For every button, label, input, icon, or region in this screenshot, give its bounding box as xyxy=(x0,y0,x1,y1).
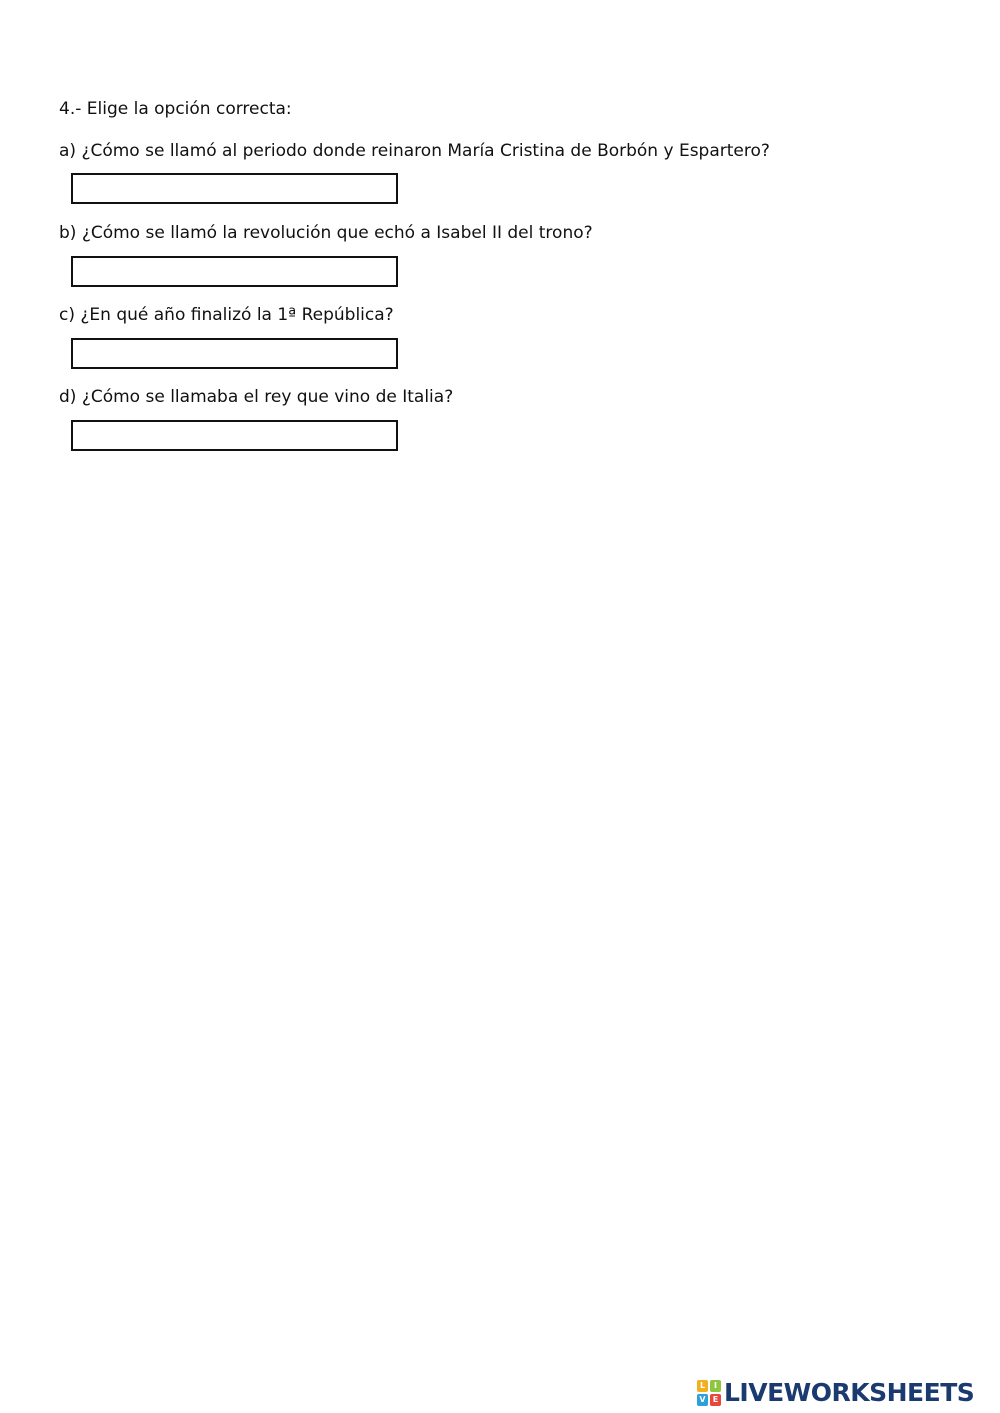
answer-field-c[interactable] xyxy=(71,338,398,369)
logo-tile-l: L xyxy=(697,1380,708,1392)
answer-field-a[interactable] xyxy=(71,173,398,204)
question-d: d) ¿Cómo se llamaba el rey que vino de Italia? xyxy=(59,387,454,407)
exercise-heading: 4.- Elige la opción correcta: xyxy=(59,99,292,119)
liveworksheets-logo-icon xyxy=(697,1380,721,1406)
answer-field-d[interactable] xyxy=(71,420,398,451)
question-c: c) ¿En qué año finalizó la 1ª República? xyxy=(59,305,394,325)
logo-tile-i: I xyxy=(710,1380,721,1392)
answer-field-b[interactable] xyxy=(71,256,398,287)
logo-tile-e: E xyxy=(710,1394,721,1406)
brand-name: LIVEWORKSHEETS xyxy=(724,1378,975,1407)
logo-tile-v: V xyxy=(697,1394,708,1406)
question-a: a) ¿Cómo se llamó al periodo donde reinaron María Cristina de Borbón y Espartero? xyxy=(59,141,770,161)
liveworksheets-brand xyxy=(697,1378,974,1408)
question-b: b) ¿Cómo se llamó la revolución que echó a Isabel II del trono? xyxy=(59,223,593,243)
